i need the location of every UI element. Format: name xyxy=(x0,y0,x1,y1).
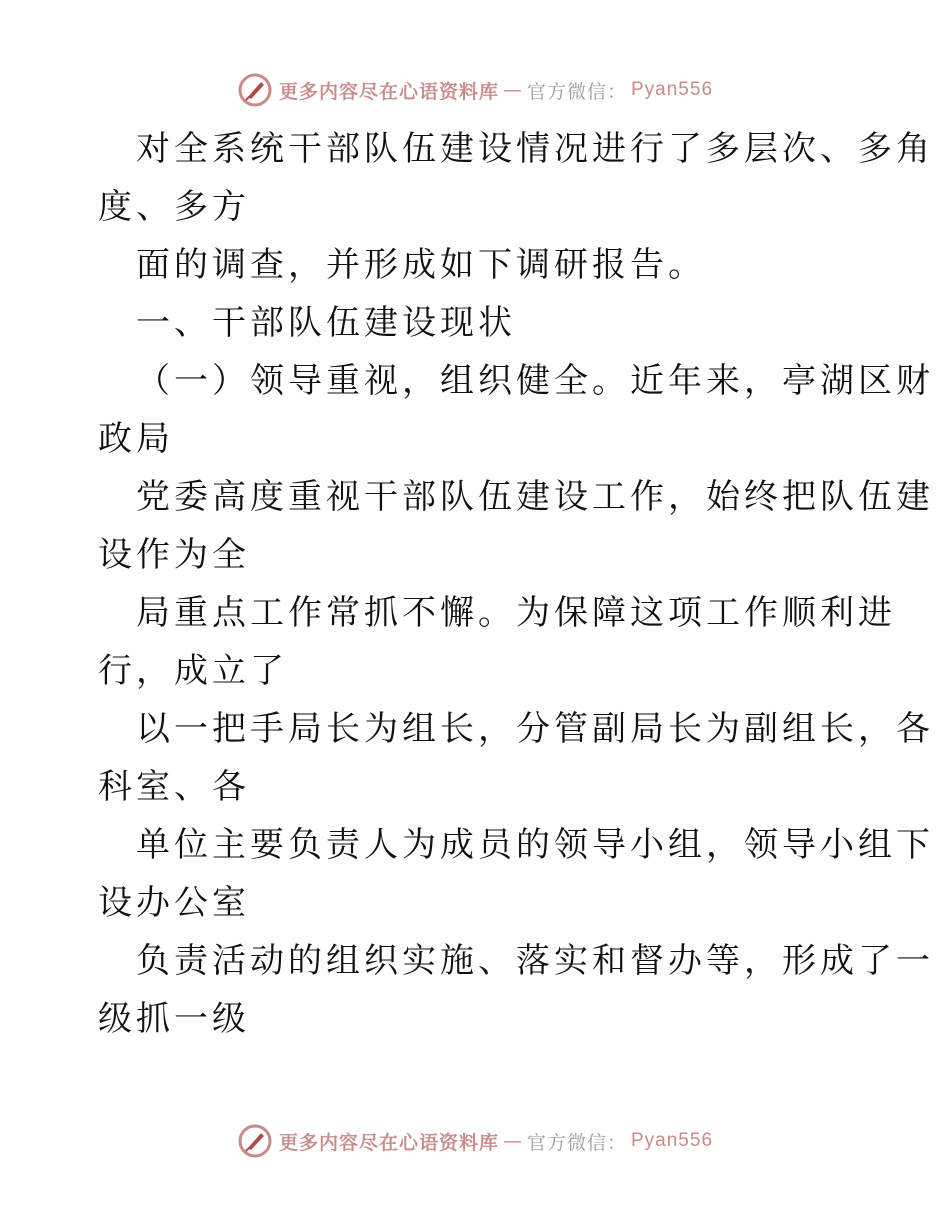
paragraph-line: 以一把手局长为组长，分管副局长为副组长，各 xyxy=(136,709,934,749)
quill-logo-icon xyxy=(237,72,273,108)
section-heading: 一、干部队伍建设现状 xyxy=(136,303,516,343)
paragraph-line: 党委高度重视干部队伍建设工作，始终把队伍建 xyxy=(136,477,934,517)
paragraph-line: 对全系统干部队伍建设情况进行了多层次、多角 xyxy=(136,129,934,169)
paragraph-line: 设作为全 xyxy=(98,535,250,575)
watermark-wechat-id: Pyan556 xyxy=(631,79,714,100)
paragraph-line: 度、多方 xyxy=(98,187,250,227)
paragraph-line: 单位主要负责人为成员的领导小组，领导小组下 xyxy=(136,825,934,865)
paragraph-line: 负责活动的组织实施、落实和督办等，形成了一 xyxy=(136,941,934,981)
watermark-wechat-id: Pyan556 xyxy=(631,1130,714,1151)
watermark-main-text: 更多内容尽在心语资料库 xyxy=(278,1131,499,1154)
quill-logo-icon xyxy=(237,1123,273,1159)
paragraph-line: 科室、各 xyxy=(98,767,250,807)
paragraph-line: 设办公室 xyxy=(98,883,250,923)
footer-watermark xyxy=(0,1121,950,1161)
watermark-dash: — xyxy=(502,79,523,101)
watermark-dash: — xyxy=(502,1130,523,1152)
header-watermark xyxy=(0,70,950,110)
paragraph-line: （一）领导重视，组织健全。近年来，亭湖区财 xyxy=(136,361,934,401)
paragraph-line: 级抓一级 xyxy=(98,999,250,1039)
watermark-main-text: 更多内容尽在心语资料库 xyxy=(278,80,499,103)
paragraph-line: 行，成立了 xyxy=(98,651,288,691)
watermark-sub-text: 官方微信： xyxy=(526,1131,627,1154)
paragraph-line: 面的调查，并形成如下调研报告。 xyxy=(136,245,706,285)
document-body xyxy=(98,120,934,1048)
paragraph-line: 局重点工作常抓不懈。为保障这项工作顺利进 xyxy=(136,593,896,633)
watermark-sub-text: 官方微信： xyxy=(526,80,627,103)
paragraph-line: 政局 xyxy=(98,419,174,459)
